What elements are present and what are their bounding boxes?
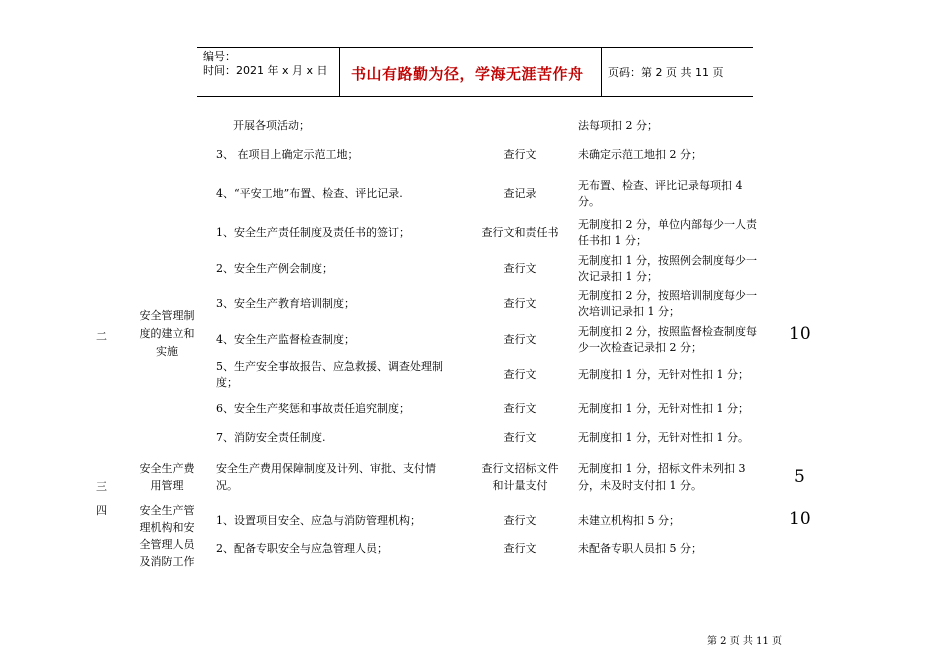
header-divider-left: [339, 47, 340, 97]
row-deduction: 未配备专职人员扣 5 分；: [578, 542, 702, 555]
section-title-line: 安全生产管: [139, 504, 195, 517]
row-item: 2、安全生产例会制度；: [216, 262, 333, 275]
row-item: 4、“平安工地”布置、检查、评比记录.: [216, 187, 403, 200]
page-footer: 第 2 页 共 11 页: [707, 636, 782, 647]
row-check-method: 查行文: [503, 431, 537, 444]
row-check-method: 查行文: [503, 262, 537, 275]
section-title-line: 度的建立和: [139, 327, 195, 340]
row-deduction-line: 无制度扣 1 分，招标文件未列扣 3: [578, 462, 746, 475]
section-number: 三: [96, 480, 107, 493]
row-check-method: 查行文: [503, 514, 537, 527]
row-item: 3、 在项目上确定示范工地；: [216, 148, 359, 161]
row-item: 1、安全生产责任制度及责任书的签订；: [216, 226, 410, 239]
header-number-label: 编号：: [203, 50, 236, 63]
row-deduction-line: 少一次检查记录扣 2 分；: [578, 341, 702, 354]
row-deduction-line: 无制度扣 2 分，单位内部每少一人责: [578, 218, 757, 231]
row-deduction-line: 分，未及时支付扣 1 分。: [578, 479, 702, 492]
row-deduction-line: 任书扣 1 分；: [578, 234, 647, 247]
row-deduction: 未建立机构扣 5 分；: [578, 514, 680, 527]
header-motto: 书山有路勤为径，学海无涯苦作舟: [351, 65, 584, 83]
row-deduction: 未确定示范工地扣 2 分；: [578, 148, 702, 161]
section-title-line: 安全生产费: [139, 462, 195, 475]
row-deduction-line: 次记录扣 1 分；: [578, 270, 658, 283]
row-check-method: 查行文: [503, 297, 537, 310]
row-deduction: 法每项扣 2 分；: [578, 119, 658, 132]
header-page-label: 页码：第 2 页 共 11 页: [608, 66, 724, 79]
row-item-line: 况。: [216, 479, 238, 492]
row-deduction: 无制度扣 1 分，无针对性扣 1 分。: [578, 431, 749, 444]
section-score: 10: [789, 509, 811, 529]
row-check-method: 查行文: [503, 402, 537, 415]
section-title-line: 安全管理制: [139, 309, 195, 322]
row-deduction: 无制度扣 1 分，无针对性扣 1 分；: [578, 402, 749, 415]
row-check-method: 查行文和责任书: [481, 226, 559, 239]
row-check-method: 查记录: [503, 187, 537, 200]
section-title-line: 理机构和安: [139, 521, 195, 534]
section-title-line: 用管理: [150, 479, 184, 492]
row-check-method-line: 和计量支付: [492, 479, 548, 492]
row-deduction: 无制度扣 1 分，无针对性扣 1 分；: [578, 368, 749, 381]
header-divider-right: [601, 47, 602, 97]
header-top-border: [197, 47, 753, 48]
row-deduction-line: 无制度扣 1 分，按照例会制度每少一: [578, 254, 757, 267]
row-deduction-line: 分。: [578, 195, 600, 208]
section-number: 二: [96, 330, 107, 343]
row-check-method-line: 查行文招标文件: [481, 462, 559, 475]
row-deduction-line: 无制度扣 2 分，按照培训制度每少一: [578, 289, 757, 302]
row-item: 3、安全生产教育培训制度；: [216, 297, 355, 310]
row-item-line: 度；: [216, 376, 238, 389]
row-item: 6、安全生产奖惩和事故责任追究制度；: [216, 402, 410, 415]
row-check-method: 查行文: [503, 542, 537, 555]
row-item: 4、安全生产监督检查制度；: [216, 333, 355, 346]
row-item-line: 安全生产费用保障制度及计列、审批、支付情: [216, 462, 436, 475]
row-item: 开展各项活动；: [233, 119, 310, 132]
section-title-line: 及消防工作: [139, 555, 195, 568]
row-item: 7、消防安全责任制度.: [216, 431, 326, 444]
row-item: 1、设置项目安全、应急与消防管理机构；: [216, 514, 421, 527]
section-title-line: 全管理人员: [139, 538, 195, 551]
row-deduction-line: 次培训记录扣 1 分；: [578, 305, 680, 318]
row-item-line: 5、生产安全事故报告、应急救援、调查处理制: [216, 360, 443, 373]
row-check-method: 查行文: [503, 333, 537, 346]
section-score: 5: [794, 467, 805, 487]
row-deduction-line: 无制度扣 2 分，按照监督检查制度每: [578, 325, 757, 338]
row-check-method: 查行文: [503, 148, 537, 161]
section-title-line: 实施: [156, 345, 178, 358]
row-deduction-line: 无布置、检查、评比记录每项扣 4: [578, 179, 743, 192]
section-number: 四: [96, 504, 107, 517]
section-score: 10: [789, 324, 811, 344]
row-item: 2、配备专职安全与应急管理人员；: [216, 542, 388, 555]
header-bottom-border: [197, 96, 753, 97]
header-time-label: 时间：2021 年 x 月 x 日: [203, 64, 328, 77]
row-check-method: 查行文: [503, 368, 537, 381]
